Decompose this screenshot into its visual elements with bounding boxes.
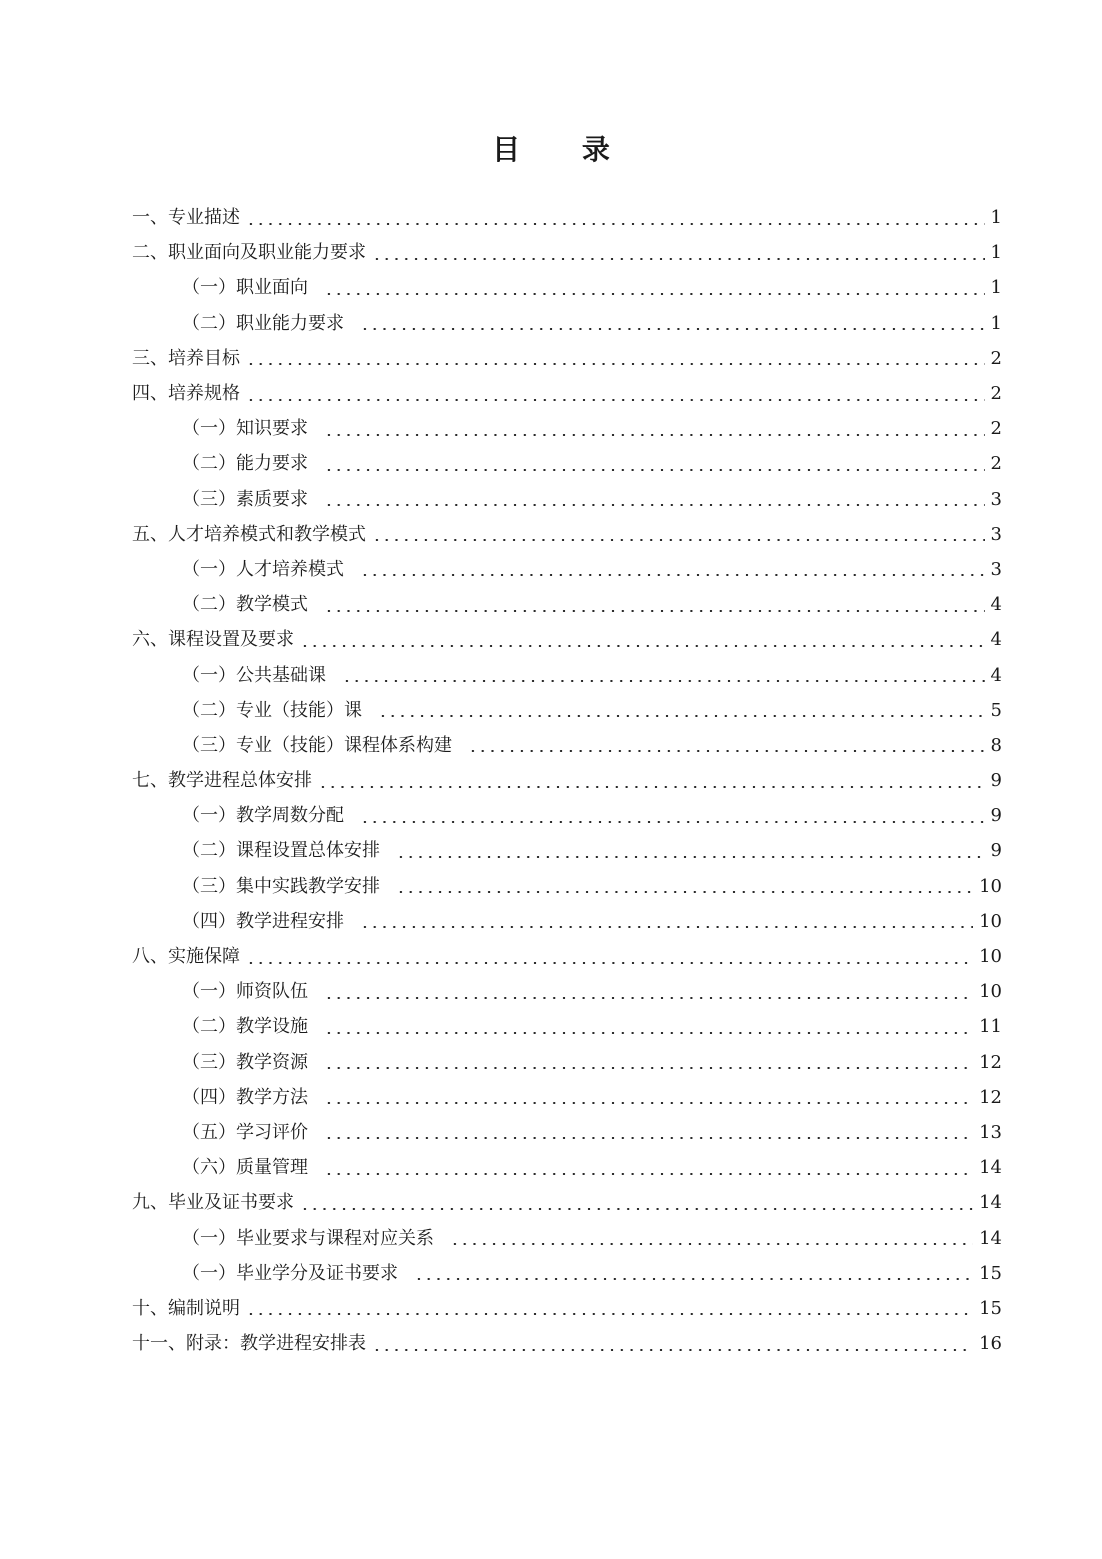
toc-entry-subsection[interactable]	[132, 270, 1002, 305]
toc-entry-label: （一）公共基础课	[182, 664, 326, 686]
toc-entry-subsection[interactable]	[132, 728, 1002, 763]
toc-entry-subsection[interactable]	[132, 446, 1002, 481]
toc-entry-page-number: 13	[979, 1121, 1002, 1143]
toc-entry-subsection[interactable]	[132, 1150, 1002, 1185]
toc-entry-label: 三、培养目标	[132, 347, 240, 369]
toc-entry-label: （六）质量管理	[182, 1157, 308, 1179]
toc-dot-leader	[324, 434, 985, 436]
toc-entry-page-number: 12	[979, 1051, 1002, 1073]
toc-dot-leader	[246, 399, 985, 401]
toc-entry-page-number: 2	[990, 418, 1002, 440]
toc-dot-leader	[372, 1349, 973, 1351]
toc-entry-label: 十一、附录：教学进程安排表	[132, 1333, 366, 1355]
toc-dot-leader	[360, 926, 973, 928]
toc-entry-label: （一）教学周数分配	[182, 805, 344, 827]
toc-dot-leader	[324, 1102, 973, 1104]
toc-entry-label: （三）集中实践教学安排	[182, 875, 380, 897]
toc-entry-page-number: 14	[979, 1157, 1002, 1179]
toc-entry-subsection[interactable]	[132, 657, 1002, 692]
toc-dot-leader	[246, 223, 985, 225]
toc-entry-subsection[interactable]	[132, 587, 1002, 622]
toc-dot-leader	[324, 1173, 973, 1175]
toc-entry-section[interactable]	[132, 1185, 1002, 1220]
toc-entry-section[interactable]	[132, 1291, 1002, 1326]
toc-entry-section[interactable]	[132, 341, 1002, 376]
toc-dot-leader	[324, 1137, 973, 1139]
toc-entry-subsection[interactable]	[132, 904, 1002, 939]
toc-entry-page-number: 15	[979, 1297, 1002, 1319]
toc-dot-leader	[324, 1067, 973, 1069]
toc-entry-label: 一、专业描述	[132, 207, 240, 229]
toc-entry-subsection[interactable]	[132, 1009, 1002, 1044]
toc-entry-label: 二、职业面向及职业能力要求	[132, 242, 366, 264]
toc-entry-label: （四）教学方法	[182, 1086, 308, 1108]
toc-dot-leader	[324, 504, 985, 506]
toc-dot-leader	[246, 1313, 973, 1315]
toc-dot-leader	[450, 1243, 973, 1245]
toc-entry-subsection[interactable]	[132, 798, 1002, 833]
toc-entry-page-number: 8	[990, 734, 1002, 756]
toc-dot-leader	[246, 962, 973, 964]
toc-entry-page-number: 1	[990, 277, 1002, 299]
toc-entry-page-number: 3	[990, 558, 1002, 580]
toc-dot-leader	[378, 715, 985, 717]
toc-entry-label: （一）知识要求	[182, 418, 308, 440]
toc-entry-page-number: 5	[990, 699, 1002, 721]
toc-entry-subsection[interactable]	[132, 411, 1002, 446]
toc-entry-section[interactable]	[132, 235, 1002, 270]
toc-entry-page-number: 14	[979, 1192, 1002, 1214]
toc-entry-page-number: 4	[990, 629, 1002, 651]
toc-entry-subsection[interactable]	[132, 306, 1002, 341]
toc-dot-leader	[468, 750, 985, 752]
toc-entry-section[interactable]	[132, 1326, 1002, 1361]
toc-entry-page-number: 2	[990, 383, 1002, 405]
toc-entry-page-number: 9	[990, 770, 1002, 792]
toc-entry-label: 九、毕业及证书要求	[132, 1192, 294, 1214]
toc-dot-leader	[360, 821, 985, 823]
toc-dot-leader	[324, 293, 985, 295]
toc-list	[132, 200, 1002, 1361]
toc-entry-label: 六、课程设置及要求	[132, 629, 294, 651]
toc-dot-leader	[360, 574, 985, 576]
toc-dot-leader	[300, 1208, 973, 1210]
toc-entry-subsection[interactable]	[132, 833, 1002, 868]
toc-entry-label: 五、人才培养模式和教学模式	[132, 523, 366, 545]
toc-entry-page-number: 10	[979, 946, 1002, 968]
toc-dot-leader	[324, 469, 985, 471]
toc-entry-section[interactable]	[132, 200, 1002, 235]
toc-entry-label: （二）专业（技能）课	[182, 699, 362, 721]
toc-entry-label: （四）教学进程安排	[182, 910, 344, 932]
toc-entry-label: 四、培养规格	[132, 383, 240, 405]
toc-entry-label: （三）专业（技能）课程体系构建	[182, 734, 452, 756]
toc-entry-page-number: 1	[990, 207, 1002, 229]
toc-dot-leader	[396, 856, 985, 858]
toc-entry-subsection[interactable]	[132, 1115, 1002, 1150]
toc-entry-page-number: 14	[979, 1227, 1002, 1249]
toc-entry-page-number: 10	[979, 910, 1002, 932]
toc-dot-leader	[318, 786, 985, 788]
toc-dot-leader	[300, 645, 985, 647]
toc-entry-label: （二）教学模式	[182, 594, 308, 616]
toc-dot-leader	[342, 680, 985, 682]
toc-entry-section[interactable]	[132, 622, 1002, 657]
toc-entry-label: （一）毕业学分及证书要求	[182, 1262, 398, 1284]
toc-entry-page-number: 10	[979, 875, 1002, 897]
toc-entry-section[interactable]	[132, 517, 1002, 552]
toc-entry-page-number: 11	[979, 1016, 1002, 1038]
toc-entry-label: （二）能力要求	[182, 453, 308, 475]
toc-dot-leader	[372, 258, 985, 260]
toc-entry-page-number: 10	[979, 981, 1002, 1003]
toc-title: 目 录	[492, 133, 636, 166]
toc-dot-leader	[396, 891, 973, 893]
toc-entry-page-number: 3	[990, 488, 1002, 510]
toc-entry-label: （三）素质要求	[182, 488, 308, 510]
toc-dot-leader	[324, 1032, 973, 1034]
toc-entry-subsection[interactable]	[132, 974, 1002, 1009]
toc-entry-label: （一）职业面向	[182, 277, 308, 299]
toc-dot-leader	[324, 610, 985, 612]
toc-entry-subsection[interactable]	[132, 1080, 1002, 1115]
toc-dot-leader	[372, 539, 985, 541]
toc-entry-label: 八、实施保障	[132, 946, 240, 968]
toc-entry-subsection[interactable]	[132, 1256, 1002, 1291]
toc-entry-subsection[interactable]	[132, 693, 1002, 728]
toc-entry-label: 七、教学进程总体安排	[132, 770, 312, 792]
toc-entry-label: 十、编制说明	[132, 1297, 240, 1319]
toc-entry-label: （三）教学资源	[182, 1051, 308, 1073]
toc-dot-leader	[324, 997, 973, 999]
toc-entry-label: （二）课程设置总体安排	[182, 840, 380, 862]
toc-entry-label: （二）教学设施	[182, 1016, 308, 1038]
toc-entry-section[interactable]	[132, 763, 1002, 798]
toc-entry-page-number: 4	[990, 664, 1002, 686]
toc-entry-page-number: 16	[979, 1333, 1002, 1355]
toc-entry-subsection[interactable]	[132, 552, 1002, 587]
toc-dot-leader	[360, 328, 985, 330]
toc-entry-label: （五）学习评价	[182, 1121, 308, 1143]
toc-entry-page-number: 9	[990, 805, 1002, 827]
toc-entry-label: （二）职业能力要求	[182, 312, 344, 334]
toc-entry-label: （一）毕业要求与课程对应关系	[182, 1227, 434, 1249]
toc-entry-page-number: 9	[990, 840, 1002, 862]
toc-entry-page-number: 4	[990, 594, 1002, 616]
toc-entry-page-number: 1	[990, 242, 1002, 264]
toc-entry-page-number: 12	[979, 1086, 1002, 1108]
toc-entry-label: （一）师资队伍	[182, 981, 308, 1003]
toc-entry-subsection[interactable]	[132, 1220, 1002, 1255]
toc-entry-label: （一）人才培养模式	[182, 558, 344, 580]
toc-entry-page-number: 2	[990, 453, 1002, 475]
toc-dot-leader	[246, 363, 985, 365]
toc-entry-section[interactable]	[132, 376, 1002, 411]
toc-entry-subsection[interactable]	[132, 869, 1002, 904]
toc-entry-section[interactable]	[132, 939, 1002, 974]
toc-entry-page-number: 15	[979, 1262, 1002, 1284]
toc-entry-subsection[interactable]	[132, 482, 1002, 517]
toc-entry-page-number: 3	[990, 523, 1002, 545]
toc-entry-page-number: 2	[990, 347, 1002, 369]
toc-entry-subsection[interactable]	[132, 1045, 1002, 1080]
toc-dot-leader	[414, 1278, 973, 1280]
toc-entry-page-number: 1	[990, 312, 1002, 334]
